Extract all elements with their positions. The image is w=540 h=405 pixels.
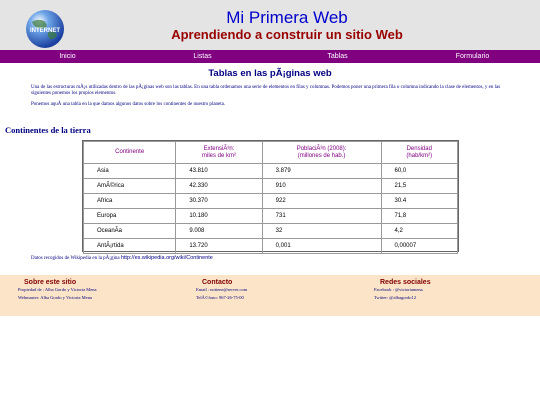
footer-social-title: Redes sociales (380, 279, 431, 286)
footer-social-facebook: Facebook : @victoriamena (374, 287, 423, 292)
footer-social-twitter: Twitter: @albagordo12 (374, 295, 416, 300)
table-cell: AmÃ©rica (84, 179, 176, 194)
table-cell: Asia (84, 164, 176, 179)
footer-about-line: Propiedad de : Alba Gordo y Victoria Mena (18, 287, 97, 292)
table-cell: 60,0 (381, 164, 458, 179)
footer-contact (196, 275, 316, 302)
nav-item-formulario[interactable]: Formulario (455, 53, 490, 60)
table-cell: 43.810 (176, 164, 262, 179)
table-cell: 21,5 (381, 179, 458, 194)
source-note (31, 255, 213, 261)
table-cell: 13.720 (176, 239, 262, 254)
footer-contact-title: Contacto (202, 279, 233, 286)
continents-table (82, 140, 459, 252)
table-cell: 0,001 (262, 239, 381, 254)
page-heading: Tablas en las pÃ¡ginas web (208, 68, 332, 79)
table-cell: 30.4 (381, 194, 458, 209)
section-title: Continentes de la tierra (5, 125, 91, 135)
logo-text: INTERNET (30, 28, 60, 34)
table-cell: 30.370 (176, 194, 262, 209)
wikipedia-link[interactable]: http://es.wikipedia.org/wiki/Continente (120, 255, 213, 261)
footer-about-line: Webmaster: Alba Gordo y Victoria Mena (18, 295, 92, 300)
footer-contact-phone: TelÃ©fono: 967-26-75-00 (196, 295, 244, 300)
table-header-row (84, 142, 458, 164)
site-title: Mi Primera Web (226, 8, 348, 27)
site-footer (0, 275, 540, 316)
footer-contact-email: Email : notiene@server.com (196, 287, 248, 292)
table-row (84, 164, 458, 179)
table-cell: 4,2 (381, 224, 458, 239)
header-densidad: Densidad (hab/km²) (381, 142, 458, 164)
table-row (84, 179, 458, 194)
table-cell: 9.008 (176, 224, 262, 239)
table-cell: 42.330 (176, 179, 262, 194)
site-subtitle: Aprendiendo a construir un sitio Web (171, 27, 403, 42)
nav-item-tablas[interactable]: Tablas (327, 53, 348, 60)
table-cell: OceanÃa (84, 224, 176, 239)
source-text: Datos recogidos de Wikipedia en la pÃ¡gina (31, 256, 120, 261)
table-cell: AntÃ¡rtida (84, 239, 176, 254)
table-intro-paragraph: Ponemos aquÃ una tabla en la que damos algunos datos sobre los continentes de nuestro planeta. (31, 102, 226, 107)
header-poblacion: PoblaciÃ³n (2008): (millones de hab.) (262, 142, 381, 164)
main-nav (0, 50, 540, 63)
nav-item-inicio[interactable]: Inicio (59, 53, 76, 60)
site-header (0, 0, 540, 50)
footer-social (374, 275, 504, 302)
intro-paragraph: Una de las estructuras mÃ¡s utilizadas dentro de las pÃ¡ginas web son las tablas. En una tabla ordenamos una serie de elementos en filas y columnas. Podemos poner una primera fila o columna indicando la clase de elementos, y en las siguientes ponemos los propios elementos. (31, 85, 501, 97)
header-extension: ExtensiÃ³n: miles de km² (176, 142, 262, 164)
footer-about (18, 275, 148, 302)
table-cell: 910 (262, 179, 381, 194)
table-cell: 10.180 (176, 209, 262, 224)
table-cell: 3.879 (262, 164, 381, 179)
table-cell: 922 (262, 194, 381, 209)
table-cell: 32 (262, 224, 381, 239)
header-continente: Continente (84, 142, 176, 164)
footer-about-title: Sobre este sitio (24, 279, 77, 286)
table-cell: 0,00007 (381, 239, 458, 254)
table-cell: Africa (84, 194, 176, 209)
nav-item-listas[interactable]: Listas (193, 53, 212, 60)
table-row (84, 209, 458, 224)
table-row (84, 194, 458, 209)
table-row (84, 224, 458, 239)
table-row (84, 239, 458, 254)
table-cell: 731 (262, 209, 381, 224)
table-cell: 71,8 (381, 209, 458, 224)
table-cell: Europa (84, 209, 176, 224)
